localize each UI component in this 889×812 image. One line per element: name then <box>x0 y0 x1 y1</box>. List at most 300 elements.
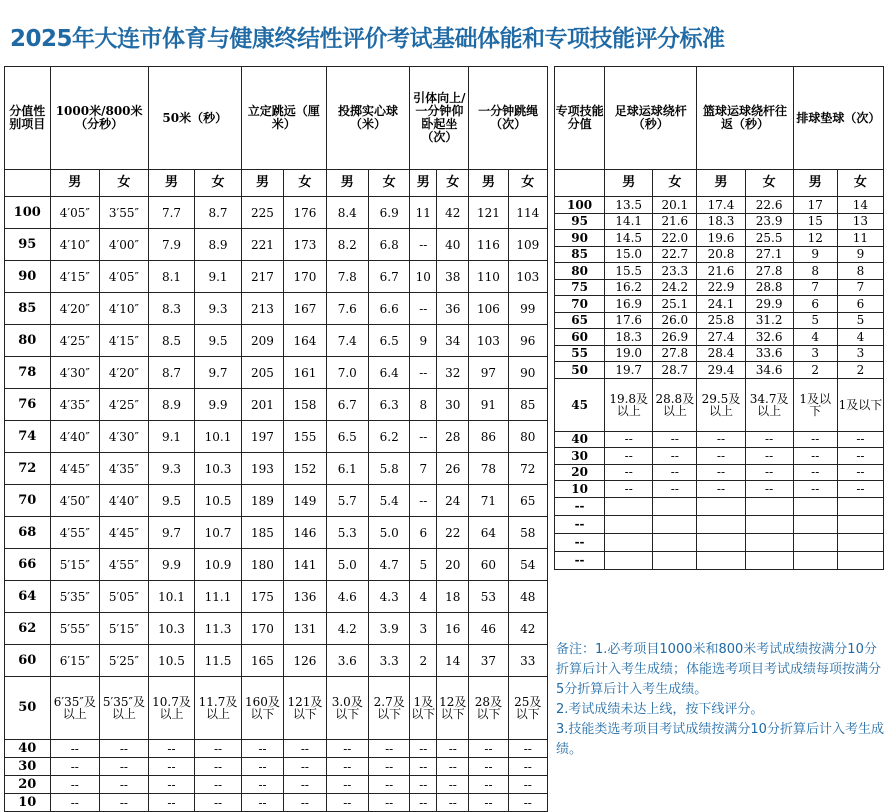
note-1: 备注：1.必考项目1000米和800米考试成绩按满分10分折算后计入考生成绩；体能选考项目考试成绩每项按满分5分折算后计入考生成绩。 <box>556 642 882 697</box>
table-row <box>5 229 548 261</box>
cell-value: 9.7 <box>195 357 242 389</box>
cell-value: -- <box>653 481 697 498</box>
table-row <box>555 213 884 230</box>
cell-value <box>697 533 745 551</box>
cell-value: 110 <box>469 261 508 293</box>
cell-value: 149 <box>284 485 326 517</box>
gender-male: 男 <box>326 170 368 197</box>
cell-value: -- <box>745 481 793 498</box>
cell-value <box>653 533 697 551</box>
cell-value: -- <box>410 485 437 517</box>
cell-value: -- <box>837 481 883 498</box>
cell-value: -- <box>148 758 195 776</box>
cell-value: 18.3 <box>605 329 653 346</box>
cell-value: -- <box>100 740 149 758</box>
cell-value: -- <box>605 431 653 448</box>
cell-value <box>653 515 697 533</box>
gender-female: 女 <box>437 170 469 197</box>
skills-gender-header-blank <box>555 170 605 197</box>
cell-value: -- <box>837 448 883 465</box>
gender-header-blank <box>5 170 51 197</box>
cell-value: -- <box>793 448 837 465</box>
table-row <box>555 263 884 280</box>
table-row <box>5 776 548 794</box>
cell-value: 189 <box>241 485 283 517</box>
cell-value: 25.1 <box>653 296 697 313</box>
cell-value: 37 <box>469 645 508 677</box>
cell-value: -- <box>697 481 745 498</box>
cell-value: 6.3 <box>368 389 409 421</box>
cell-value: 9.5 <box>195 325 242 357</box>
cell-value: 34.6 <box>745 362 793 379</box>
cell-value: 27.1 <box>745 246 793 263</box>
cell-value: 32 <box>437 357 469 389</box>
cell-value: 42 <box>437 197 469 229</box>
cell-value: -- <box>410 229 437 261</box>
cell-value <box>837 515 883 533</box>
cell-value: 4′50″ <box>50 485 100 517</box>
cell-value: 217 <box>241 261 283 293</box>
cell-value: -- <box>437 740 469 758</box>
cell-value: -- <box>241 776 283 794</box>
cell-value: 85 <box>508 389 547 421</box>
row-score: 40 <box>555 431 605 448</box>
cell-value: 23.9 <box>745 213 793 230</box>
cell-value: 9.1 <box>195 261 242 293</box>
cell-value: 48 <box>508 581 547 613</box>
cell-value: 9.3 <box>195 293 242 325</box>
cell-value: -- <box>410 794 437 812</box>
cell-value: 11.3 <box>195 613 242 645</box>
row-score: 55 <box>555 345 605 362</box>
cell-value: 5′15″ <box>100 613 149 645</box>
cell-value: 6.8 <box>368 229 409 261</box>
cell-value: 11 <box>410 197 437 229</box>
cell-value: -- <box>410 758 437 776</box>
cell-value: 29.5及以上 <box>697 378 745 431</box>
table-row <box>5 485 548 517</box>
cell-value <box>653 551 697 569</box>
row-score: 66 <box>5 549 51 581</box>
cell-value: 103 <box>508 261 547 293</box>
cell-value: 60 <box>469 549 508 581</box>
cell-value: 38 <box>437 261 469 293</box>
cell-value: 8.1 <box>148 261 195 293</box>
cell-value: 6.4 <box>368 357 409 389</box>
cell-value: 4′25″ <box>50 325 100 357</box>
cell-value: 4′00″ <box>100 229 149 261</box>
cell-value: 4′10″ <box>50 229 100 261</box>
cell-value: 7.7 <box>148 197 195 229</box>
gender-female: 女 <box>745 170 793 197</box>
cell-value: 167 <box>284 293 326 325</box>
cell-value: 4 <box>410 581 437 613</box>
cell-value: 1及以下 <box>837 378 883 431</box>
table-row <box>555 230 884 247</box>
cell-value: 7.6 <box>326 293 368 325</box>
cell-value: 7 <box>837 279 883 296</box>
notes <box>556 640 886 760</box>
cell-value: 22.7 <box>653 246 697 263</box>
cell-value: 2 <box>837 362 883 379</box>
cell-value: 34.7及以上 <box>745 378 793 431</box>
cell-value: 5′55″ <box>50 613 100 645</box>
cell-value: 4′35″ <box>100 453 149 485</box>
cell-value: 12 <box>793 230 837 247</box>
cell-value: 23.3 <box>653 263 697 280</box>
cell-value: 180 <box>241 549 283 581</box>
table-row <box>5 421 548 453</box>
cell-value: 4′45″ <box>50 453 100 485</box>
cell-value: 25.8 <box>697 312 745 329</box>
cell-value: 19.6 <box>697 230 745 247</box>
cell-value: 4′40″ <box>50 421 100 453</box>
cell-value: 30 <box>437 389 469 421</box>
table-row <box>555 378 884 431</box>
cell-value: 8.2 <box>326 229 368 261</box>
cell-value: 17 <box>793 197 837 214</box>
cell-value: -- <box>410 776 437 794</box>
cell-value: -- <box>469 758 508 776</box>
cell-value: 221 <box>241 229 283 261</box>
cell-value: 16.2 <box>605 279 653 296</box>
cell-value: -- <box>195 794 242 812</box>
cell-value: 32.6 <box>745 329 793 346</box>
cell-value: -- <box>605 481 653 498</box>
row-score: 45 <box>555 378 605 431</box>
cell-value: 4.3 <box>368 581 409 613</box>
cell-value: 3.6 <box>326 645 368 677</box>
cell-value: 10.5 <box>148 645 195 677</box>
cell-value: 28 <box>437 421 469 453</box>
cell-value: 7 <box>410 453 437 485</box>
cell-value: -- <box>697 464 745 481</box>
row-score: -- <box>555 551 605 569</box>
cell-value: -- <box>50 776 100 794</box>
cell-value: 173 <box>284 229 326 261</box>
cell-value: 10.3 <box>195 453 242 485</box>
cell-value: 164 <box>284 325 326 357</box>
cell-value: 91 <box>469 389 508 421</box>
cell-value: 121及以下 <box>284 677 326 740</box>
cell-value: 185 <box>241 517 283 549</box>
cell-value: 7.0 <box>326 357 368 389</box>
cell-value: -- <box>284 794 326 812</box>
cell-value: 6′15″ <box>50 645 100 677</box>
cell-value: -- <box>437 758 469 776</box>
cell-value: -- <box>605 448 653 465</box>
cell-value: 3 <box>837 345 883 362</box>
cell-value: 6′35″及以上 <box>50 677 100 740</box>
cell-value: 4′10″ <box>100 293 149 325</box>
cell-value: 8.9 <box>195 229 242 261</box>
cell-value: -- <box>50 758 100 776</box>
row-score: 65 <box>555 312 605 329</box>
cell-value: 96 <box>508 325 547 357</box>
cell-value: 209 <box>241 325 283 357</box>
table-row <box>555 246 884 263</box>
cell-value: 126 <box>284 645 326 677</box>
cell-value: 1及以下 <box>410 677 437 740</box>
cell-value: -- <box>284 758 326 776</box>
cell-value: 152 <box>284 453 326 485</box>
cell-value: 205 <box>241 357 283 389</box>
cell-value: 155 <box>284 421 326 453</box>
cell-value: 114 <box>508 197 547 229</box>
table-row <box>555 515 884 533</box>
cell-value: 7.8 <box>326 261 368 293</box>
cell-value: 6.2 <box>368 421 409 453</box>
cell-value: 19.0 <box>605 345 653 362</box>
cell-value: 116 <box>469 229 508 261</box>
cell-value <box>793 533 837 551</box>
cell-value: 4.6 <box>326 581 368 613</box>
cell-value: 29.9 <box>745 296 793 313</box>
table-row <box>555 296 884 313</box>
cell-value: 11.5 <box>195 645 242 677</box>
cell-value: 193 <box>241 453 283 485</box>
cell-value: 10.7及以上 <box>148 677 195 740</box>
cell-value: 6 <box>837 296 883 313</box>
table-row <box>555 279 884 296</box>
cell-value: 165 <box>241 645 283 677</box>
cell-value: 31.2 <box>745 312 793 329</box>
cell-value: -- <box>100 794 149 812</box>
cell-value: -- <box>469 794 508 812</box>
cell-value: 24.2 <box>653 279 697 296</box>
cell-value: 25及以下 <box>508 677 547 740</box>
row-score: 85 <box>5 293 51 325</box>
cell-value: 4′15″ <box>100 325 149 357</box>
cell-value: 28.8 <box>745 279 793 296</box>
cell-value: 6.6 <box>368 293 409 325</box>
row-score: 74 <box>5 421 51 453</box>
cell-value: 6.7 <box>326 389 368 421</box>
cell-value: 58 <box>508 517 547 549</box>
cell-value: -- <box>284 740 326 758</box>
cell-value: -- <box>410 293 437 325</box>
cell-value: 8.7 <box>195 197 242 229</box>
cell-value: 6.7 <box>368 261 409 293</box>
table-row <box>5 645 548 677</box>
cell-value: 2 <box>793 362 837 379</box>
cell-value: 131 <box>284 613 326 645</box>
cell-value: 20.1 <box>653 197 697 214</box>
row-score: 68 <box>5 517 51 549</box>
skills-header-score: 专项技能分值 <box>555 67 605 170</box>
row-score: 20 <box>555 464 605 481</box>
cell-value: -- <box>469 776 508 794</box>
table-row <box>5 517 548 549</box>
cell-value <box>745 497 793 515</box>
table-row <box>5 740 548 758</box>
cell-value: 78 <box>469 453 508 485</box>
cell-value: 72 <box>508 453 547 485</box>
table-row <box>555 497 884 515</box>
gender-male: 男 <box>605 170 653 197</box>
cell-value: 26.0 <box>653 312 697 329</box>
cell-value: 20 <box>437 549 469 581</box>
cell-value: 170 <box>284 261 326 293</box>
table-row <box>555 431 884 448</box>
cell-value: 4′20″ <box>100 357 149 389</box>
cell-value: 6 <box>410 517 437 549</box>
cell-value: 90 <box>508 357 547 389</box>
cell-value: 8 <box>837 263 883 280</box>
cell-value: 8.9 <box>148 389 195 421</box>
cell-value: 27.4 <box>697 329 745 346</box>
table-row <box>5 549 548 581</box>
cell-value: 3.3 <box>368 645 409 677</box>
cell-value: 15.5 <box>605 263 653 280</box>
page-title: 2025年大连市体育与健康终结性评价考试基础体能和专项技能评分标准 <box>10 26 725 52</box>
gender-male: 男 <box>50 170 100 197</box>
cell-value: 6.5 <box>326 421 368 453</box>
cell-value: 54 <box>508 549 547 581</box>
cell-value: 9.9 <box>148 549 195 581</box>
cell-value: 5.8 <box>368 453 409 485</box>
cell-value: 7.4 <box>326 325 368 357</box>
cell-value: 28.4 <box>697 345 745 362</box>
row-score: 64 <box>5 581 51 613</box>
cell-value: 21.6 <box>697 263 745 280</box>
cell-value: 5′35″ <box>50 581 100 613</box>
cell-value: -- <box>837 431 883 448</box>
cell-value: 4′30″ <box>100 421 149 453</box>
cell-value: 2 <box>410 645 437 677</box>
cell-value <box>745 551 793 569</box>
gender-male: 男 <box>148 170 195 197</box>
fitness-score-table <box>4 66 548 812</box>
cell-value <box>697 497 745 515</box>
cell-value: 14.1 <box>605 213 653 230</box>
cell-value: 99 <box>508 293 547 325</box>
cell-value: 225 <box>241 197 283 229</box>
cell-value: 8.4 <box>326 197 368 229</box>
cell-value: 17.4 <box>697 197 745 214</box>
cell-value: 15 <box>793 213 837 230</box>
cell-value: 6.9 <box>368 197 409 229</box>
cell-value: 42 <box>508 613 547 645</box>
table-row <box>5 325 548 357</box>
cell-value: -- <box>508 740 547 758</box>
cell-value: 27.8 <box>653 345 697 362</box>
skills-header-volleyball: 排球垫球（次） <box>793 67 883 170</box>
gender-female: 女 <box>508 170 547 197</box>
row-score: 76 <box>5 389 51 421</box>
cell-value: -- <box>793 431 837 448</box>
cell-value: 22.0 <box>653 230 697 247</box>
cell-value: 5′15″ <box>50 549 100 581</box>
cell-value: 10.1 <box>148 581 195 613</box>
skills-score-table <box>554 66 884 570</box>
table-row <box>555 464 884 481</box>
table-row <box>5 453 548 485</box>
cell-value: -- <box>241 794 283 812</box>
row-score: 50 <box>555 362 605 379</box>
cell-value: 146 <box>284 517 326 549</box>
cell-value: 19.7 <box>605 362 653 379</box>
row-score: 10 <box>5 794 51 812</box>
cell-value: 26 <box>437 453 469 485</box>
cell-value: -- <box>653 464 697 481</box>
cell-value: 8 <box>793 263 837 280</box>
cell-value: 9 <box>410 325 437 357</box>
cell-value: -- <box>148 776 195 794</box>
gender-male: 男 <box>697 170 745 197</box>
cell-value: 5′35″及以上 <box>100 677 149 740</box>
cell-value: 3 <box>793 345 837 362</box>
cell-value: 24 <box>437 485 469 517</box>
cell-value: 27.8 <box>745 263 793 280</box>
header-pullup: 引体向上/一分钟仰卧起坐（次） <box>410 67 469 170</box>
cell-value: 7 <box>793 279 837 296</box>
cell-value: 33.6 <box>745 345 793 362</box>
cell-value: -- <box>368 776 409 794</box>
cell-value: 28及以下 <box>469 677 508 740</box>
cell-value: -- <box>508 758 547 776</box>
cell-value: 4′55″ <box>50 517 100 549</box>
row-score: 80 <box>5 325 51 357</box>
cell-value: -- <box>605 464 653 481</box>
cell-value: 5′25″ <box>100 645 149 677</box>
cell-value: 109 <box>508 229 547 261</box>
cell-value: -- <box>697 431 745 448</box>
cell-value: 3.9 <box>368 613 409 645</box>
row-score: 90 <box>5 261 51 293</box>
gender-female: 女 <box>368 170 409 197</box>
row-score: -- <box>555 533 605 551</box>
cell-value: 6.1 <box>326 453 368 485</box>
gender-female: 女 <box>195 170 242 197</box>
table-row <box>5 261 548 293</box>
table-row <box>5 581 548 613</box>
table-row <box>5 613 548 645</box>
cell-value: 28.8及以上 <box>653 378 697 431</box>
cell-value <box>697 551 745 569</box>
cell-value <box>697 515 745 533</box>
cell-value: 158 <box>284 389 326 421</box>
cell-value: -- <box>653 448 697 465</box>
cell-value: 5.7 <box>326 485 368 517</box>
table-row <box>5 197 548 229</box>
cell-value: 34 <box>437 325 469 357</box>
cell-value <box>837 533 883 551</box>
cell-value: 4 <box>837 329 883 346</box>
cell-value: -- <box>410 421 437 453</box>
cell-value: 5′05″ <box>100 581 149 613</box>
row-score: 60 <box>555 329 605 346</box>
cell-value: -- <box>241 740 283 758</box>
cell-value: 4′30″ <box>50 357 100 389</box>
cell-value <box>793 515 837 533</box>
gender-female: 女 <box>100 170 149 197</box>
note-2: 2.考试成绩未达上线，按下线评分。 <box>556 702 764 717</box>
row-score: -- <box>555 515 605 533</box>
cell-value: -- <box>195 758 242 776</box>
row-score: 78 <box>5 357 51 389</box>
cell-value: 4′15″ <box>50 261 100 293</box>
cell-value: -- <box>326 794 368 812</box>
cell-value: 197 <box>241 421 283 453</box>
cell-value: -- <box>410 357 437 389</box>
gender-female: 女 <box>837 170 883 197</box>
cell-value: 16.9 <box>605 296 653 313</box>
row-score: 100 <box>555 197 605 214</box>
cell-value <box>837 497 883 515</box>
cell-value: 19.8及以上 <box>605 378 653 431</box>
cell-value: 5 <box>837 312 883 329</box>
